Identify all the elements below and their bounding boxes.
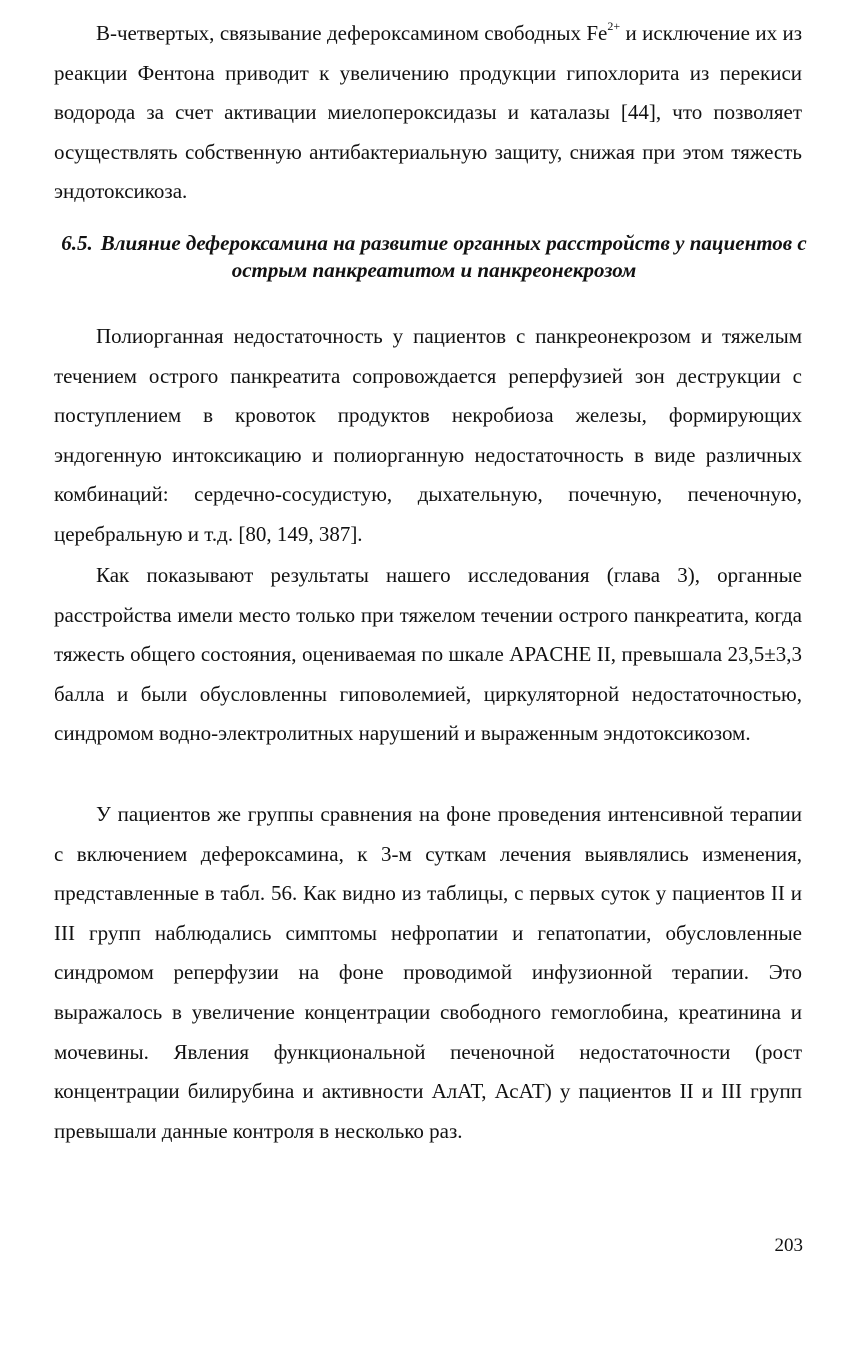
section-number: 6.5. <box>61 231 93 255</box>
page-number: 203 <box>774 1235 803 1256</box>
paragraph-1-text: В-четвертых, связывание дефероксамином свободных Fe <box>96 21 608 45</box>
paragraph-1-continuation: и исключение их из реакции Фентона приводит к увеличению продукции гипохлорита из перекиси водорода за счет активации миелопероксидазы и каталазы [44], что позволяет осуществлять собственную антибактериальную защиту, снижая при этом тяжесть эндотоксикоза. <box>54 21 802 204</box>
iron-charge-superscript: 2+ <box>607 19 621 33</box>
paragraph-study-results: Как показывают результаты нашего исследования (глава 3), органные расстройства имели место только при тяжелом течении острого панкреатита, когда тяжесть общего состояния, оцениваемая по шкале APACHE II, превышала 23,5±3,3 балла и были обусловленны гиповолемией, циркуляторной недостаточностью, синдромом водно-электролитных нарушений и выраженным эндотоксикозом. <box>54 563 802 746</box>
section-title: Влияние дефероксамина на развитие органных расстройств у пациентов с острым панкреатитом и панкреонекрозом <box>100 231 807 282</box>
paragraph-multiorgan-failure: Полиорганная недостаточность у пациентов с панкреонекрозом и тяжелым течением острого панкреатита сопровождается реперфузией зон деструкции с поступлением в кровоток продуктов некробиоза железы, формирующих эндогенную интоксикацию и полиорганную недостаточность в виде различных комбинаций: сердечно-сосудистую, дыхательную, почечную, печеночную, церебральную и т.д. [80, 149, 387]. <box>54 324 802 546</box>
paragraph-comparison-group: У пациентов же группы сравнения на фоне проведения интенсивной терапии с включением дефероксамина, к 3-м суткам лечения выявлялись изменения, представленные в табл. 56. Как видно из таблицы, с первых суток у пациентов II и III групп наблюдались симптомы нефропатии и гепатопатии, обусловленные синдромом реперфузии на фоне проводимой инфузионной терапии. Это выражалось в увеличение концентрации свободного гемоглобина, креатинина и мочевины. Явления функциональной печеночной недостаточности (рост концентрации билирубина и активности АлАТ, АсАТ) у пациентов II и III групп превышали данные контроля в несколько раз. <box>54 802 802 1143</box>
section-heading <box>54 230 814 284</box>
paragraph-iron-chelation <box>54 14 802 212</box>
